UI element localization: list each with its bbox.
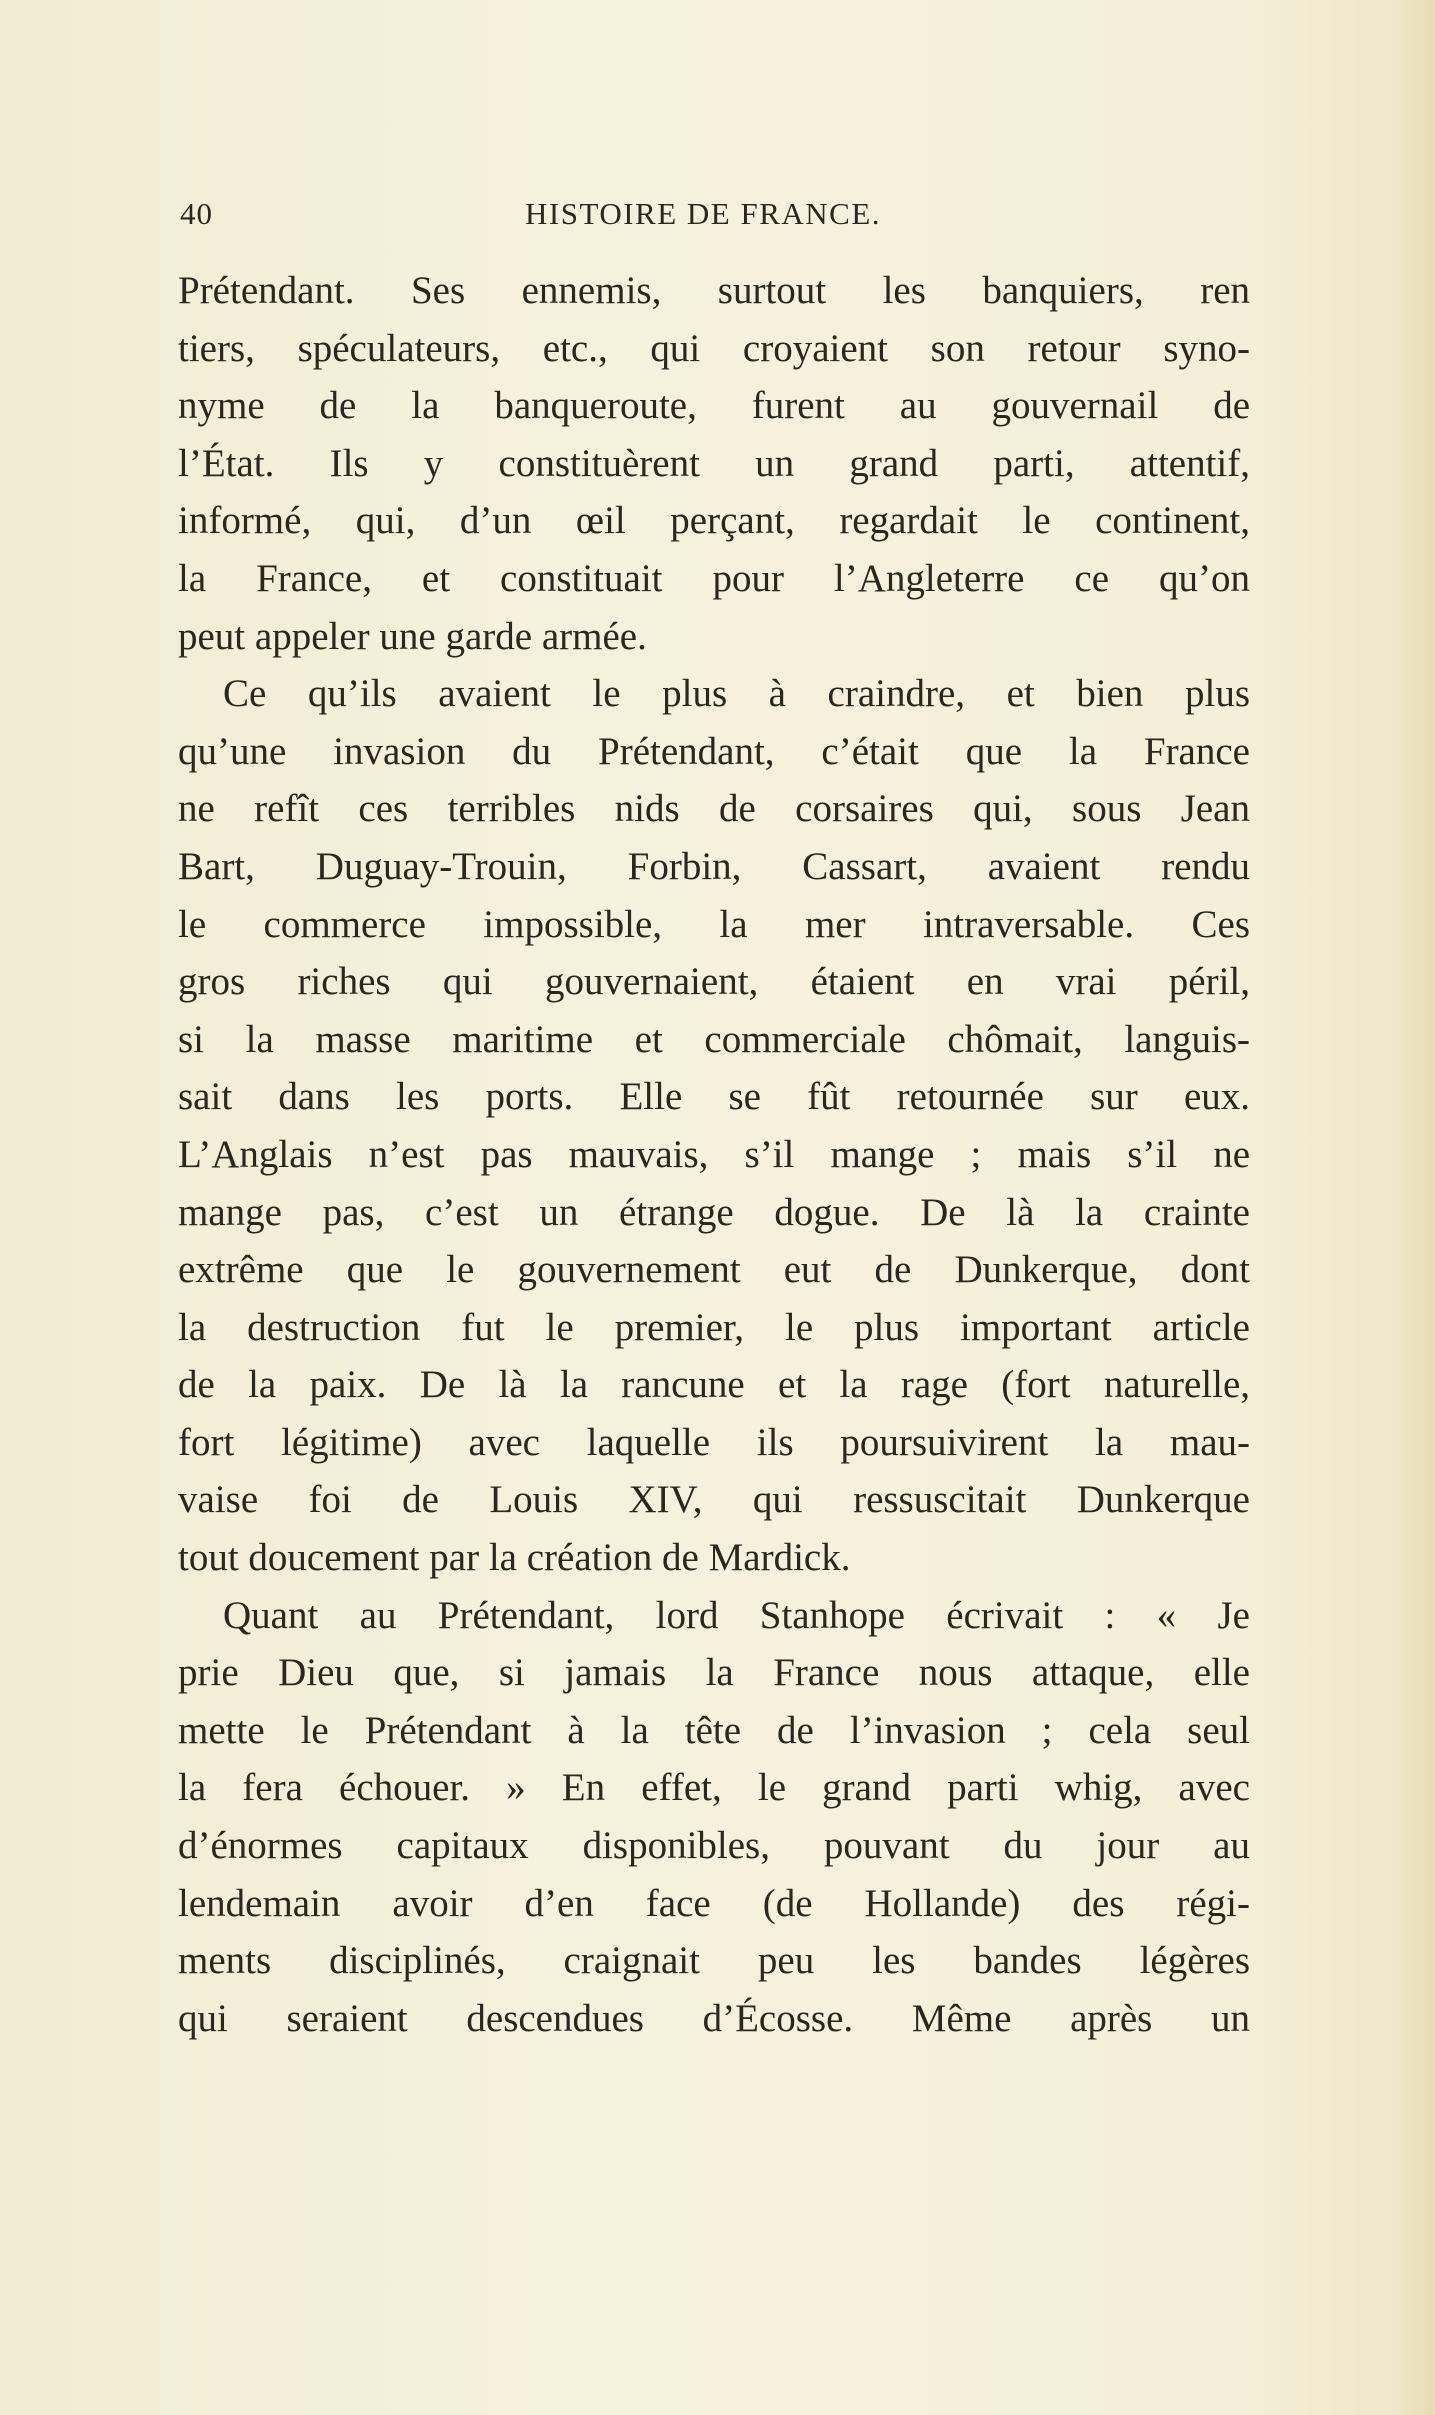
paragraph-start-line: Ce qu’ils avaient le plus à craindre, et bien plus (223, 672, 1250, 716)
text-line: prie Dieu que, si jamais la France nous attaque, elle (178, 1651, 1250, 1695)
text-line: extrême que le gouvernement eut de Dunkerque, dont (178, 1248, 1250, 1292)
text-line: nyme de la banqueroute, furent au gouvernail de (178, 384, 1250, 428)
text-line: la France, et constituait pour l’Angleterre ce qu’on (178, 556, 1250, 600)
text-line: Prétendant. Ses ennemis, surtout les banquiers, ren (178, 269, 1250, 312)
text-line: vaise foi de Louis XIV, qui ressuscitait Dunkerque (178, 1478, 1250, 1522)
text-line: peut appeler une garde armée. (178, 614, 647, 658)
page-number: 40 (180, 196, 213, 231)
text-line: de la paix. De là la rancune et la rage (fort naturelle, (178, 1363, 1250, 1407)
text-line: fort légitime) avec laquelle ils poursuivirent la mau- (178, 1420, 1250, 1464)
text-line: informé, qui, d’un œil perçant, regardait le continent, (178, 499, 1250, 543)
text-line: l’État. Ils y constituèrent un grand parti, attentif, (178, 441, 1250, 485)
text-line: qui seraient descendues d’Écosse. Même après un (178, 1996, 1250, 2040)
text-line: la fera échouer. » En effet, le grand parti whig, avec (178, 1766, 1250, 1810)
page-header (180, 196, 1248, 236)
text-line: ments disciplinés, craignait peu les bandes légères (178, 1939, 1250, 1983)
text-line: la destruction fut le premier, le plus important article (178, 1305, 1250, 1349)
text-line: si la masse maritime et commerciale chômait, languis- (178, 1017, 1250, 1061)
text-line: le commerce impossible, la mer intraversable. Ces (178, 902, 1250, 946)
text-line: L’Anglais n’est pas mauvais, s’il mange ; mais s’il ne (178, 1132, 1250, 1176)
text-line: sait dans les ports. Elle se fût retournée sur eux. (178, 1075, 1250, 1119)
text-line: tout doucement par la création de Mardick. (178, 1536, 851, 1580)
body-text (178, 262, 1250, 2047)
running-title: HISTOIRE DE FRANCE. (525, 196, 882, 231)
text-line: Bart, Duguay-Trouin, Forbin, Cassart, avaient rendu (178, 844, 1250, 888)
text-line: mette le Prétendant à la tête de l’invasion ; cela seul (178, 1708, 1250, 1752)
text-line: qu’une invasion du Prétendant, c’était que la France (178, 729, 1250, 773)
text-line: lendemain avoir d’en face (de Hollande) des régi- (178, 1881, 1250, 1925)
text-line: gros riches qui gouvernaient, étaient en vrai péril, (178, 960, 1250, 1004)
page-edge-shadow (1395, 0, 1435, 2415)
text-line: ne refît ces terribles nids de corsaires qui, sous Jean (178, 787, 1250, 831)
text-line: mange pas, c’est un étrange dogue. De là la crainte (178, 1190, 1250, 1234)
paragraph-start-line: Quant au Prétendant, lord Stanhope écrivait : « Je (223, 1593, 1250, 1637)
text-line: tiers, spéculateurs, etc., qui croyaient son retour syno- (178, 326, 1250, 370)
text-line: d’énormes capitaux disponibles, pouvant du jour au (178, 1824, 1250, 1868)
